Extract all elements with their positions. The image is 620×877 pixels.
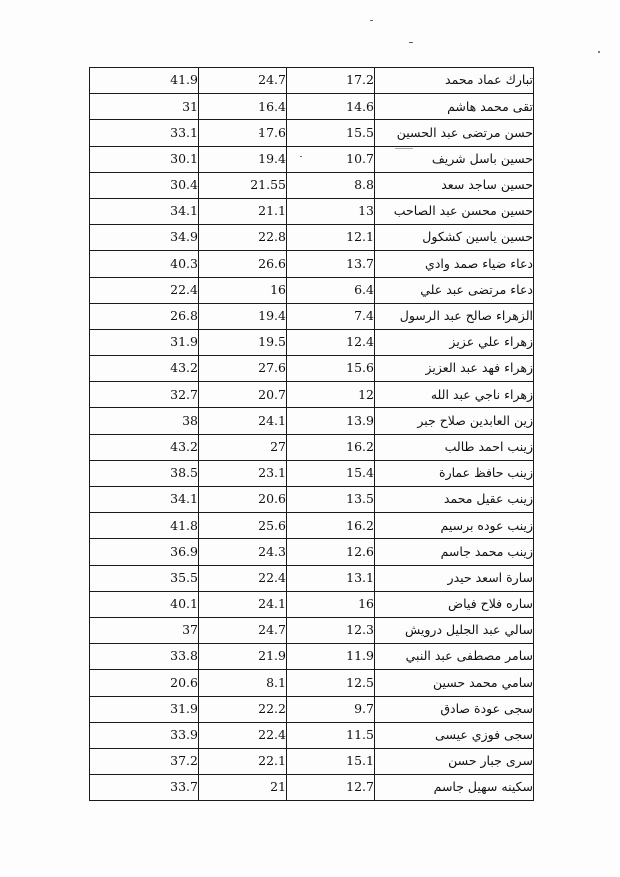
total-cell: 38.5 — [90, 460, 199, 486]
first-score-cell: 11.5 — [287, 722, 375, 748]
student-name-cell: زهراء فهد عبد العزيز — [375, 356, 534, 382]
first-score-cell: 10.7 — [287, 146, 375, 172]
first-score-cell: 12.7 — [287, 775, 375, 801]
student-name-cell: زينب عوده برسيم — [375, 513, 534, 539]
total-cell: 33.9 — [90, 722, 199, 748]
total-cell: 30.1 — [90, 146, 199, 172]
second-score-cell: 19.4 — [199, 303, 287, 329]
first-score-cell: 12.5 — [287, 670, 375, 696]
first-score-cell: 13.7 — [287, 251, 375, 277]
second-score-cell: 24.7 — [199, 617, 287, 643]
table-row — [90, 146, 534, 172]
table-row — [90, 251, 534, 277]
student-name-cell: زينب احمد طالب — [375, 434, 534, 460]
student-name-cell: ساره فلاح فياض — [375, 591, 534, 617]
first-score-cell: 15.5 — [287, 120, 375, 146]
scan-mark — [598, 51, 600, 53]
student-name-cell: زينب محمد جاسم — [375, 539, 534, 565]
second-score-cell: 21.9 — [199, 644, 287, 670]
first-score-cell: 16.2 — [287, 434, 375, 460]
table-row — [90, 487, 534, 513]
first-score-cell: 12 — [287, 382, 375, 408]
first-score-cell: 16 — [287, 591, 375, 617]
student-name-cell: زينب حافظ عمارة — [375, 460, 534, 486]
student-name-cell: حسين ساجد سعد — [375, 172, 534, 198]
total-cell: 26.8 — [90, 303, 199, 329]
student-name-cell: حسين محسن عبد الصاحب — [375, 198, 534, 224]
table-row — [90, 408, 534, 434]
table-row — [90, 356, 534, 382]
first-score-cell: 12.4 — [287, 329, 375, 355]
total-cell: 38 — [90, 408, 199, 434]
table-row — [90, 644, 534, 670]
student-name-cell: سجى عودة صادق — [375, 696, 534, 722]
total-cell: 35.5 — [90, 565, 199, 591]
table-row — [90, 670, 534, 696]
student-name-cell: زهراء ناجي عبد الله — [375, 382, 534, 408]
student-name-cell: تقى محمد هاشم — [375, 94, 534, 120]
total-cell: 40.1 — [90, 591, 199, 617]
second-score-cell: 19.5 — [199, 329, 287, 355]
student-name-cell: سامر مصطفى عبد النبي — [375, 644, 534, 670]
student-name-cell: الزهراء صالح عبد الرسول — [375, 303, 534, 329]
second-score-cell: 22.8 — [199, 225, 287, 251]
second-score-cell: 21.55 — [199, 172, 287, 198]
second-score-cell: 25.6 — [199, 513, 287, 539]
second-score-cell: 24.3 — [199, 539, 287, 565]
first-score-cell: 6.4 — [287, 277, 375, 303]
first-score-cell: 15.6 — [287, 356, 375, 382]
student-name-cell: تبارك عماد محمد — [375, 68, 534, 94]
student-name-cell: دعاء مرتضى عبد علي — [375, 277, 534, 303]
second-score-cell: 24.7 — [199, 68, 287, 94]
second-score-cell: 19.4 — [199, 146, 287, 172]
total-cell: 34.1 — [90, 198, 199, 224]
first-score-cell: 15.4 — [287, 460, 375, 486]
second-score-cell: 16.4 — [199, 94, 287, 120]
table-row — [90, 539, 534, 565]
student-name-cell: حسن مرتضى عبد الحسين — [375, 120, 534, 146]
student-name-cell: سجى فوزي عيسى — [375, 722, 534, 748]
total-cell: 41.9 — [90, 68, 199, 94]
first-score-cell: 13.5 — [287, 487, 375, 513]
total-cell: 20.6 — [90, 670, 199, 696]
table-row — [90, 68, 534, 94]
table-row — [90, 748, 534, 774]
total-cell: 33.1 — [90, 120, 199, 146]
first-score-cell: 9.7 — [287, 696, 375, 722]
total-cell: 40.3 — [90, 251, 199, 277]
second-score-cell: 26.6 — [199, 251, 287, 277]
table-row — [90, 329, 534, 355]
second-score-cell: 17.6 — [199, 120, 287, 146]
student-name-cell: سكينه سهيل جاسم — [375, 775, 534, 801]
first-score-cell: 17.2 — [287, 68, 375, 94]
first-score-cell: 11.9 — [287, 644, 375, 670]
first-score-cell: 16.2 — [287, 513, 375, 539]
table-row — [90, 722, 534, 748]
table-row — [90, 696, 534, 722]
total-cell: 30.4 — [90, 172, 199, 198]
student-name-cell: سارة اسعد حيدر — [375, 565, 534, 591]
grades-table — [89, 67, 534, 801]
second-score-cell: 21 — [199, 775, 287, 801]
second-score-cell: 27.6 — [199, 356, 287, 382]
total-cell: 37.2 — [90, 748, 199, 774]
total-cell: 33.7 — [90, 775, 199, 801]
first-score-cell: 13 — [287, 198, 375, 224]
second-score-cell: 24.1 — [199, 591, 287, 617]
second-score-cell: 22.1 — [199, 748, 287, 774]
student-name-cell: زهراء علي عزيز — [375, 329, 534, 355]
first-score-cell: 12.6 — [287, 539, 375, 565]
second-score-cell: 23.1 — [199, 460, 287, 486]
table-row — [90, 94, 534, 120]
second-score-cell: 20.7 — [199, 382, 287, 408]
second-score-cell: 22.4 — [199, 722, 287, 748]
table-row — [90, 513, 534, 539]
table-row — [90, 382, 534, 408]
second-score-cell: 21.1 — [199, 198, 287, 224]
total-cell: 43.2 — [90, 356, 199, 382]
first-score-cell: 12.3 — [287, 617, 375, 643]
total-cell: 36.9 — [90, 539, 199, 565]
first-score-cell: 7.4 — [287, 303, 375, 329]
total-cell: 41.8 — [90, 513, 199, 539]
second-score-cell: 24.1 — [199, 408, 287, 434]
scan-mark — [409, 42, 413, 43]
first-score-cell: 8.8 — [287, 172, 375, 198]
table-row — [90, 775, 534, 801]
table-row — [90, 303, 534, 329]
first-score-cell: 13.1 — [287, 565, 375, 591]
scan-mark — [370, 20, 373, 21]
student-name-cell: دعاء ضياء صمد وادي — [375, 251, 534, 277]
student-name-cell: حسين باسل شريف — [375, 146, 534, 172]
table-row — [90, 198, 534, 224]
table-row — [90, 120, 534, 146]
first-score-cell: 12.1 — [287, 225, 375, 251]
table-row — [90, 617, 534, 643]
total-cell: 43.2 — [90, 434, 199, 460]
total-cell: 34.1 — [90, 487, 199, 513]
student-name-cell: زينب عقيل محمد — [375, 487, 534, 513]
second-score-cell: 16 — [199, 277, 287, 303]
student-name-cell: زين العابدين صلاح جبر — [375, 408, 534, 434]
table-row — [90, 565, 534, 591]
table-row — [90, 434, 534, 460]
total-cell: 32.7 — [90, 382, 199, 408]
total-cell: 33.8 — [90, 644, 199, 670]
table-row — [90, 591, 534, 617]
student-name-cell: سامي محمد حسين — [375, 670, 534, 696]
student-name-cell: حسين ياسين كشكول — [375, 225, 534, 251]
table-row — [90, 460, 534, 486]
grades-table-body — [90, 68, 534, 801]
second-score-cell: 20.6 — [199, 487, 287, 513]
second-score-cell: 8.1 — [199, 670, 287, 696]
total-cell: 37 — [90, 617, 199, 643]
table-row — [90, 172, 534, 198]
table-row — [90, 277, 534, 303]
student-name-cell: سرى جبار حسن — [375, 748, 534, 774]
total-cell: 34.9 — [90, 225, 199, 251]
total-cell: 31.9 — [90, 329, 199, 355]
student-name-cell: سالي عبد الجليل درويش — [375, 617, 534, 643]
table-row — [90, 225, 534, 251]
total-cell: 22.4 — [90, 277, 199, 303]
first-score-cell: 15.1 — [287, 748, 375, 774]
total-cell: 31 — [90, 94, 199, 120]
second-score-cell: 22.4 — [199, 565, 287, 591]
second-score-cell: 22.2 — [199, 696, 287, 722]
first-score-cell: 14.6 — [287, 94, 375, 120]
second-score-cell: 27 — [199, 434, 287, 460]
total-cell: 31.9 — [90, 696, 199, 722]
first-score-cell: 13.9 — [287, 408, 375, 434]
